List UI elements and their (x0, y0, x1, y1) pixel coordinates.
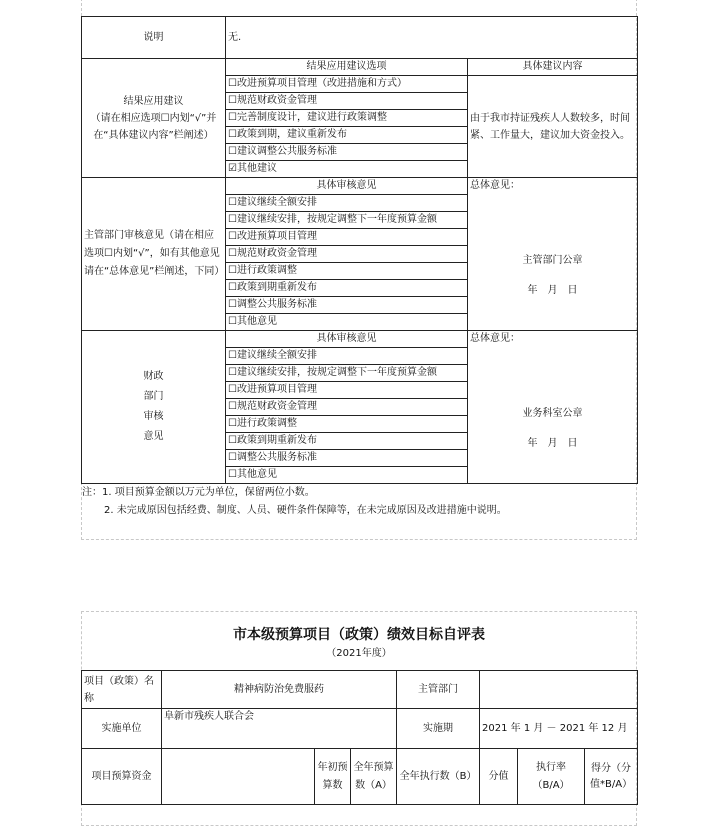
col-annual: 全年预算数（A） (351, 749, 397, 805)
dept-option[interactable]: ☐调整公共服务标准 (226, 297, 468, 314)
dept-overall: 总体意见： (470, 180, 520, 191)
fin-overall: 总体意见： (470, 333, 520, 344)
fin-option[interactable]: ☐其他意见 (226, 467, 468, 484)
fin-option[interactable]: ☐进行政策调整 (226, 416, 468, 433)
col-score: 分值 (480, 749, 518, 805)
period-label: 实施期 (397, 709, 480, 749)
form-title: 市本级预算项目（政策）绩效目标自评表 (233, 627, 485, 643)
col-points: 得分（分值*B/A） (585, 749, 638, 805)
result-option[interactable]: ☐政策到期，建议重新发布 (226, 127, 468, 144)
dept-option[interactable]: ☐建议继续安排，按规定调整下一年度预算金额 (226, 212, 468, 229)
dept-date: 年 月 日 (527, 285, 578, 296)
result-label: 结果应用建议 (123, 95, 184, 107)
fin-header: 具体审核意见 (226, 331, 468, 348)
form-year: （2021年度） (326, 648, 392, 659)
fund-label: 项目预算资金 (82, 749, 162, 805)
result-option[interactable]: ☐改进预算项目管理（改进措施和方式） (226, 76, 468, 93)
dept-label: 主管部门审核意见（请在相应选项☐内划“√”，如有其他意见请在“总体意见”栏阐述，下同） (82, 178, 226, 331)
result-option[interactable]: ☐建议调整公共服务标准 (226, 144, 468, 161)
fin-option[interactable]: ☐建议继续安排，按规定调整下一年度预算金额 (226, 365, 468, 382)
result-table (81, 16, 638, 484)
result-option[interactable]: ☑其他建议 (226, 161, 468, 178)
self-eval-table (81, 670, 638, 805)
fin-overall-cell (468, 331, 638, 484)
dept-option[interactable]: ☐改进预算项目管理 (226, 229, 468, 246)
impl-label: 实施单位 (82, 709, 162, 749)
fund-blank (162, 749, 315, 805)
project-value: 精神病防治免费服药 (162, 671, 397, 709)
col-initial: 年初预算数 (315, 749, 351, 805)
fin-option[interactable]: ☐政策到期重新发布 (226, 433, 468, 450)
result-detail: 由于我市持证残疾人人数较多，时间紧、工作量大，建议加大资金投入。 (468, 76, 638, 178)
explain-label: 说明 (82, 17, 226, 59)
dept-seal: 主管部门公章 (522, 255, 583, 266)
dept-label-2: 主管部门 (397, 671, 480, 709)
explain-value: 无. (226, 17, 638, 59)
result-header-options: 结果应用建议选项 (226, 59, 468, 76)
dept-option[interactable]: ☐进行政策调整 (226, 263, 468, 280)
fin-seal: 业务科室公章 (522, 408, 583, 419)
impl-value: 阜新市残疾人联合会 (162, 709, 397, 749)
dept-option[interactable]: ☐其他意见 (226, 314, 468, 331)
fin-option[interactable]: ☐改进预算项目管理 (226, 382, 468, 399)
result-option[interactable]: ☐完善制度设计，建议进行政策调整 (226, 110, 468, 127)
result-label-cell (82, 59, 226, 178)
dept-value-2 (480, 671, 638, 709)
dept-option[interactable]: ☐规范财政资金管理 (226, 246, 468, 263)
dept-header: 具体审核意见 (226, 178, 468, 195)
result-hint: （请在相应选项☐内划“√”并在“具体建议内容”栏阐述） (90, 112, 217, 141)
fin-date: 年 月 日 (527, 438, 578, 449)
fin-label: 财政 部门 审核 意见 (82, 331, 226, 484)
project-label: 项目（政策）名称 (82, 671, 162, 709)
result-option[interactable]: ☐规范财政资金管理 (226, 93, 468, 110)
dept-overall-cell (468, 178, 638, 331)
result-header-detail: 具体建议内容 (468, 59, 638, 76)
fin-option[interactable]: ☐建议继续全额安排 (226, 348, 468, 365)
col-rate: 执行率（B/A） (518, 749, 585, 805)
col-exec: 全年执行数（B） (397, 749, 480, 805)
fin-option[interactable]: ☐规范财政资金管理 (226, 399, 468, 416)
note-1: 注：1. 项目预算金额以万元为单位，保留两位小数。 (82, 487, 315, 498)
note-2: 2. 未完成原因包括经费、制度、人员、硬件条件保障等，在未完成原因及改进措施中说明。 (104, 505, 507, 516)
dept-option[interactable]: ☐建议继续全额安排 (226, 195, 468, 212)
period-value: 2021 年 1 月 － 2021 年 12 月 (480, 709, 638, 749)
dept-option[interactable]: ☐政策到期重新发布 (226, 280, 468, 297)
fin-option[interactable]: ☐调整公共服务标准 (226, 450, 468, 467)
